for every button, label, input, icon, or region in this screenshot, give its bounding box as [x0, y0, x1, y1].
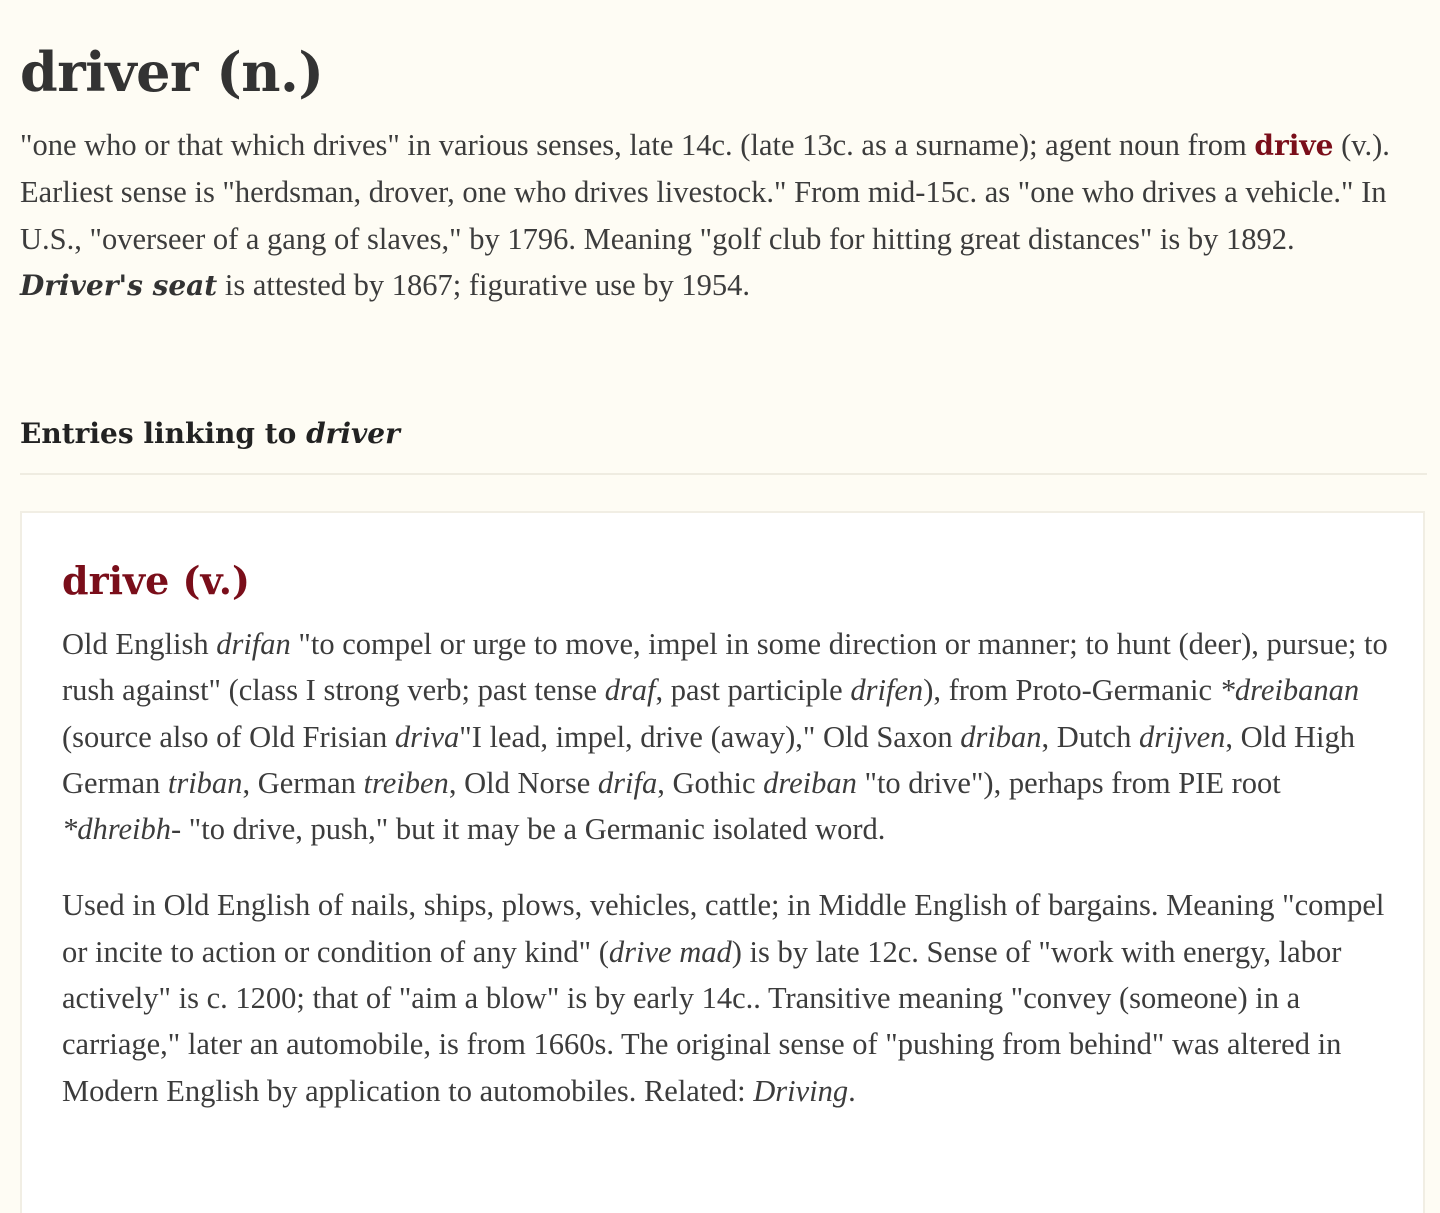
- paragraph-text: , Gothic: [657, 765, 764, 800]
- main-entry: [20, 38, 1425, 309]
- foreign-word: *dhreibh-: [62, 812, 182, 847]
- foreign-word: drifa: [597, 765, 658, 800]
- paragraph-text: , past participle: [655, 673, 851, 708]
- related-entry-paragraph: [62, 882, 1392, 1113]
- related-entry-card: [20, 511, 1425, 1213]
- linking-heading-word: driver: [306, 417, 400, 450]
- foreign-word: driva: [394, 719, 460, 754]
- emphasized-phrase: Driving: [753, 1073, 849, 1108]
- paragraph-text: Old English: [62, 627, 217, 661]
- paragraph-text: (source also of Old Frisian: [62, 719, 395, 754]
- paragraph-text: ) is by late 12c. Sense of "work with energy, labor actively" is c. 1200; that of "aim a blow" is by early 14c.. Transitive meaning "convey (someone) in a carriage," later an automobile, is from 1660s. The original sense of "pushing from behind" was altered in Modern English by application to automobiles. Related:: [62, 934, 1342, 1108]
- emphasized-phrase: drive mad: [608, 934, 732, 969]
- related-entry-title-link[interactable]: drive (v.): [62, 558, 250, 603]
- paragraph-text: ), from Proto-Germanic: [923, 673, 1220, 708]
- paragraph-text: Used in Old English of nails, ships, plows, vehicles, cattle; in Middle English of bargains. Meaning "compel or incite to action or condition of any kind" (: [62, 888, 1385, 969]
- foreign-word: dreiban: [763, 765, 857, 800]
- definition-text: "one who or that which drives" in various senses, late 14c. (late 13c. as a surname); agent noun from: [20, 128, 1255, 162]
- foreign-word: draf: [604, 673, 656, 708]
- foreign-word: drifen: [850, 673, 924, 708]
- foreign-word: triban: [167, 765, 243, 800]
- drive-link[interactable]: drive: [1254, 129, 1334, 162]
- linking-heading-prefix: Entries linking to: [20, 417, 307, 450]
- paragraph-text: "to compel or urge to move, impel in some direction or manner; to hunt (deer), pursue; to rush against" (class I strong verb; past tense: [62, 627, 1388, 708]
- entries-linking-heading: [20, 412, 400, 456]
- entry-definition: [20, 122, 1425, 309]
- paragraph-text: .: [848, 1073, 856, 1108]
- foreign-word: *dreibanan: [1219, 673, 1360, 708]
- related-entry-body: [62, 621, 1392, 1114]
- foreign-word: drifan: [216, 627, 291, 661]
- foreign-word: drijven: [1138, 719, 1226, 754]
- paragraph-text: , Old Norse: [448, 765, 598, 800]
- related-entry-paragraph: [62, 621, 1392, 852]
- foreign-word: driban: [960, 719, 1042, 754]
- definition-text: is attested by 1867; figurative use by 1954.: [217, 267, 751, 302]
- paragraph-text: , German: [242, 765, 364, 800]
- paragraph-text: , Old High German: [62, 719, 1355, 800]
- paragraph-text: , Dutch: [1041, 719, 1139, 754]
- paragraph-text: "I lead, impel, drive (away)," Old Saxon: [459, 719, 961, 754]
- drivers-seat-term: Driver's seat: [20, 268, 218, 302]
- foreign-word: treiben: [363, 765, 449, 800]
- paragraph-text: "to drive"), perhaps from PIE root: [856, 765, 1281, 800]
- divider: [20, 473, 1427, 475]
- related-entry-content: [62, 553, 1392, 1114]
- paragraph-text: "to drive, push," but it may be a Germanic isolated word.: [181, 812, 886, 847]
- definition-text: (v.). Earliest sense is "herdsman, drover, one who drives livestock." From mid-15c. as "one who drives a vehicle." In U.S., "overseer of a gang of slaves," by 1796. Meaning "golf club for hitting great distances" is by 1892.: [20, 128, 1390, 256]
- entry-title: driver (n.): [20, 40, 324, 104]
